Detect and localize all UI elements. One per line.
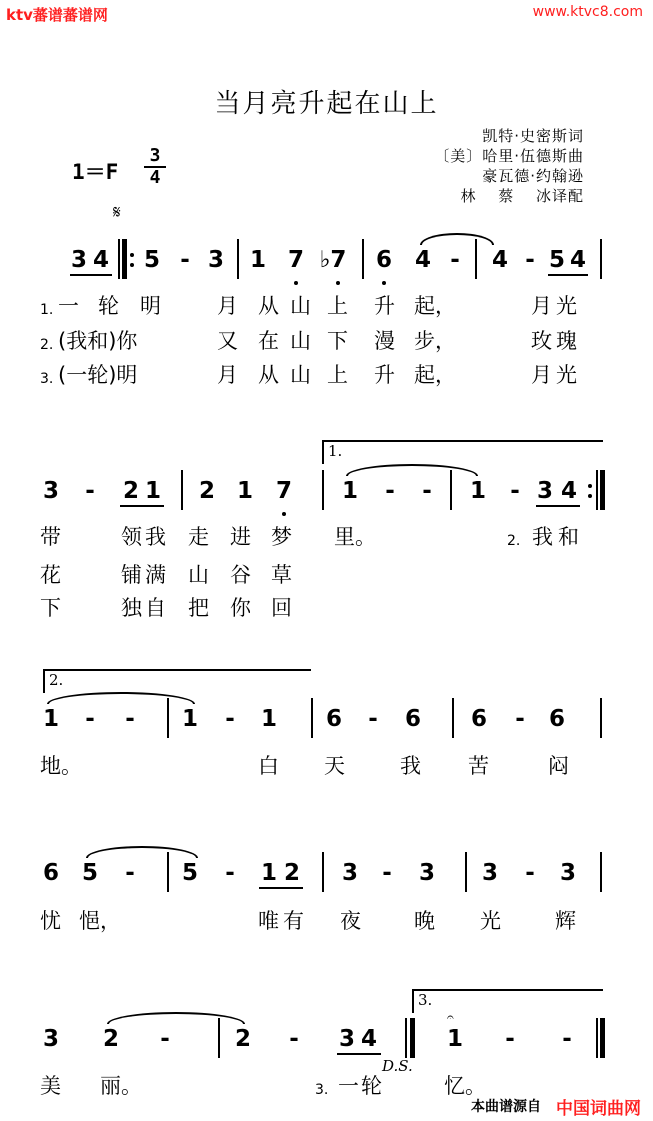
note: 6 <box>404 706 421 732</box>
dash: - <box>510 478 520 504</box>
repeat-dot <box>588 484 592 488</box>
volta-1: 1. <box>322 440 603 464</box>
note: 7 <box>275 478 292 504</box>
note: 3 <box>70 247 87 273</box>
footer-site-link[interactable]: 中国词曲网 <box>556 1099 641 1119</box>
underline <box>70 274 112 276</box>
dash: - <box>85 478 95 504</box>
credit-translator: 林 蔡 冰译配 <box>460 187 584 205</box>
lyrics-row-5: 美 丽。 3. 一 轮 忆。 <box>40 1074 486 1098</box>
watermark-left: ktv蕃谱蕃谱网 <box>6 6 108 24</box>
lyrics-row-2-verse-2: 花 铺 满 山 谷 草 <box>40 563 292 587</box>
credits <box>384 126 584 206</box>
dash: - <box>382 860 392 886</box>
note: 1 <box>341 478 358 504</box>
note: 3 <box>536 478 553 504</box>
credit-lyricist: 凯特·史密斯词 <box>482 127 584 145</box>
staff-row-1 <box>0 245 653 285</box>
note: 6 <box>548 706 565 732</box>
meter-top: 3 <box>149 145 161 166</box>
underline <box>120 505 164 507</box>
dash: - <box>225 706 235 732</box>
barline <box>600 698 602 738</box>
note: 4 <box>491 247 508 273</box>
lyrics-row-1-verse-1: 1. 一 轮 明 月 从 山 上 升 起， 月 光 <box>40 294 577 318</box>
dash: - <box>160 1026 170 1052</box>
meter-bottom: 4 <box>149 167 161 188</box>
note: 4 <box>560 478 577 504</box>
note: 3 <box>418 860 435 886</box>
low-octave-dot <box>382 281 386 285</box>
note: 5 <box>143 247 160 273</box>
note: 3 <box>481 860 498 886</box>
dash: - <box>422 478 432 504</box>
barline <box>362 239 364 279</box>
tie <box>346 464 478 476</box>
note: 4 <box>92 247 109 273</box>
dal-segno: D.S. <box>382 1057 413 1075</box>
note: 1 <box>236 478 253 504</box>
staff-row-4 <box>0 858 653 898</box>
lyrics-row-1-verse-3: 3. (一轮)明 月 从 山 上 升 起， 月 光 <box>40 363 577 387</box>
repeat-dot <box>130 253 134 257</box>
song-title: 当月亮升起在山上 <box>214 89 439 119</box>
note: 6 <box>42 860 59 886</box>
note: 1 <box>249 247 266 273</box>
lyrics-row-2-verse-1: 带 领 我 走 进 梦 里。 2. 我 和 <box>40 525 579 549</box>
end-repeat-barline <box>600 470 605 510</box>
barline <box>465 852 467 892</box>
barline <box>600 852 602 892</box>
repeat-dot <box>130 263 134 267</box>
note: 2 <box>102 1026 119 1052</box>
underline <box>536 505 580 507</box>
tie <box>107 1012 245 1024</box>
staff-row-3 <box>0 704 653 744</box>
note: 1 <box>260 706 277 732</box>
end-barline <box>600 1018 605 1058</box>
barline <box>181 470 183 510</box>
dash: - <box>289 1026 299 1052</box>
dash: - <box>505 1026 515 1052</box>
dash: - <box>515 706 525 732</box>
note: 6 <box>375 247 392 273</box>
note: 1 <box>42 706 59 732</box>
note: 3 <box>338 1026 355 1052</box>
segno-icon: 𝄋 <box>113 202 121 223</box>
dash: - <box>525 247 535 273</box>
barline <box>596 470 598 510</box>
time-signature <box>144 147 166 187</box>
lyrics-row-2-verse-3: 下 独 自 把 你 回 <box>40 596 292 620</box>
double-barline <box>410 1018 415 1058</box>
note: ♭7 <box>319 247 347 273</box>
note: 2 <box>122 478 139 504</box>
tie <box>86 846 198 858</box>
volta-3: 3. <box>412 989 603 1013</box>
repeat-barline <box>122 239 127 279</box>
note: 3 <box>559 860 576 886</box>
underline <box>259 887 303 889</box>
note: 3 <box>341 860 358 886</box>
dash: - <box>125 860 135 886</box>
lyrics-row-4: 忧 悒， 唯 有 夜 晚 光 辉 <box>40 909 576 933</box>
underline <box>548 274 588 276</box>
staff-row-2 <box>0 476 653 516</box>
note: 1 <box>260 860 277 886</box>
low-octave-dot <box>336 281 340 285</box>
note: 4 <box>414 247 431 273</box>
note: 5 <box>81 860 98 886</box>
note: 5 <box>548 247 565 273</box>
dash: - <box>450 247 460 273</box>
tie <box>420 233 494 245</box>
note: 4 <box>360 1026 377 1052</box>
barline <box>167 698 169 738</box>
dash: - <box>525 860 535 886</box>
dash: - <box>225 860 235 886</box>
barline <box>118 239 120 279</box>
note: 1 <box>181 706 198 732</box>
staff-row-5 <box>0 1010 653 1064</box>
note: 3 <box>42 478 59 504</box>
volta-2: 2. <box>43 669 311 693</box>
note: 6 <box>325 706 342 732</box>
credit-composer: 〔美〕哈里·伍德斯曲 <box>434 147 584 165</box>
dash: - <box>125 706 135 732</box>
note: 4 <box>569 247 586 273</box>
lyrics-row-1-verse-2: 2. (我和)你 又 在 山 下 漫 步， 玫 瑰 <box>40 329 577 353</box>
low-octave-dot <box>282 512 286 516</box>
dash: - <box>368 706 378 732</box>
tie <box>47 692 195 704</box>
repeat-dot <box>588 494 592 498</box>
fermata-icon: 𝄐 <box>447 1010 454 1024</box>
lyrics-row-3: 地。 白 天 我 苦 闷 <box>40 754 569 778</box>
dash: - <box>85 706 95 732</box>
dash: - <box>562 1026 572 1052</box>
barline <box>450 470 452 510</box>
barline <box>218 1018 220 1058</box>
barline <box>600 239 602 279</box>
barline <box>311 698 313 738</box>
barline <box>405 1018 407 1058</box>
footer-source: 本曲谱源自 <box>471 1099 541 1115</box>
barline <box>596 1018 598 1058</box>
note: 2 <box>198 478 215 504</box>
dash: - <box>385 478 395 504</box>
barline <box>322 470 324 510</box>
note: 3 <box>207 247 224 273</box>
note: 1 <box>446 1026 463 1052</box>
note: 2 <box>234 1026 251 1052</box>
note: 1 <box>469 478 486 504</box>
note: 2 <box>283 860 300 886</box>
note: 3 <box>42 1026 59 1052</box>
credit-composer-2: 豪瓦德·约翰逊 <box>482 167 584 185</box>
barline <box>322 852 324 892</box>
note: 6 <box>470 706 487 732</box>
dash: - <box>180 247 190 273</box>
barline <box>237 239 239 279</box>
note: 7 <box>287 247 304 273</box>
barline <box>452 698 454 738</box>
watermark-right: www.ktvc8.com <box>532 4 643 20</box>
note: 1 <box>144 478 161 504</box>
barline <box>475 239 477 279</box>
key-signature: 1＝F <box>72 160 119 184</box>
barline <box>167 852 169 892</box>
low-octave-dot <box>294 281 298 285</box>
note: 5 <box>181 860 198 886</box>
underline <box>337 1053 381 1055</box>
